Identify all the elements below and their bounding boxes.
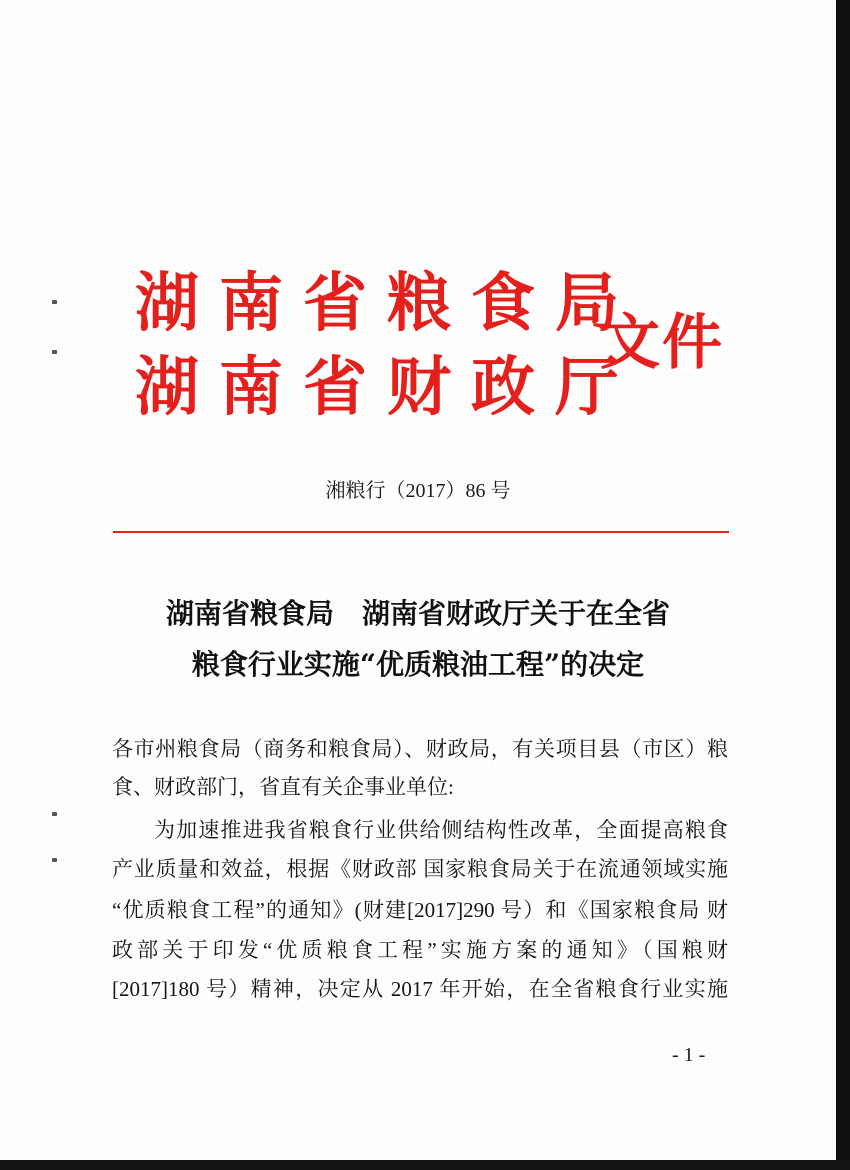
body-text-line: 为加速推进我省粮食行业供给侧结构性改革，全面提高粮食 (154, 818, 728, 842)
binding-hole-mark (52, 812, 57, 816)
binding-hole-mark (52, 858, 57, 862)
issuer-name-grain-bureau: 湖南省粮食局 (135, 266, 639, 341)
body-text-line: 产业质量和效益，根据《财政部 国家粮食局关于在流通领域实施 (112, 857, 728, 881)
binding-hole-mark (52, 350, 57, 354)
body-text-line: 食、财政部门，省直有关企事业单位: (112, 775, 454, 799)
body-text-line: [2017]180 号）精神，决定从 2017 年开始，在全省粮食行业实施 (112, 977, 728, 1001)
issuer-name-finance-department: 湖南省财政厅 (135, 350, 639, 425)
document-title-line-1: 湖南省粮食局 湖南省财政厅关于在全省 (165, 597, 670, 630)
scan-border-bottom (0, 1160, 850, 1170)
document-header-suffix: 文件 (600, 308, 724, 378)
body-text-line: 各市州粮食局（商务和粮食局）、财政局，有关项目县（市区）粮 (112, 737, 728, 761)
document-number: 湘粮行（2017）86 号 (325, 480, 511, 502)
scan-border-right (836, 0, 850, 1170)
binding-hole-mark (52, 300, 57, 304)
document-title-line-2: 粮食行业实施“优质粮油工程”的决定 (191, 648, 645, 681)
red-divider-line (113, 531, 729, 533)
body-text-line: “优质粮食工程”的通知》(财建[2017]290 号）和《国家粮食局 财 (112, 898, 728, 922)
body-text-line: 政部关于印发“优质粮食工程”实施方案的通知》（国粮财 (112, 938, 728, 962)
page-number: - 1 - (672, 1044, 706, 1066)
